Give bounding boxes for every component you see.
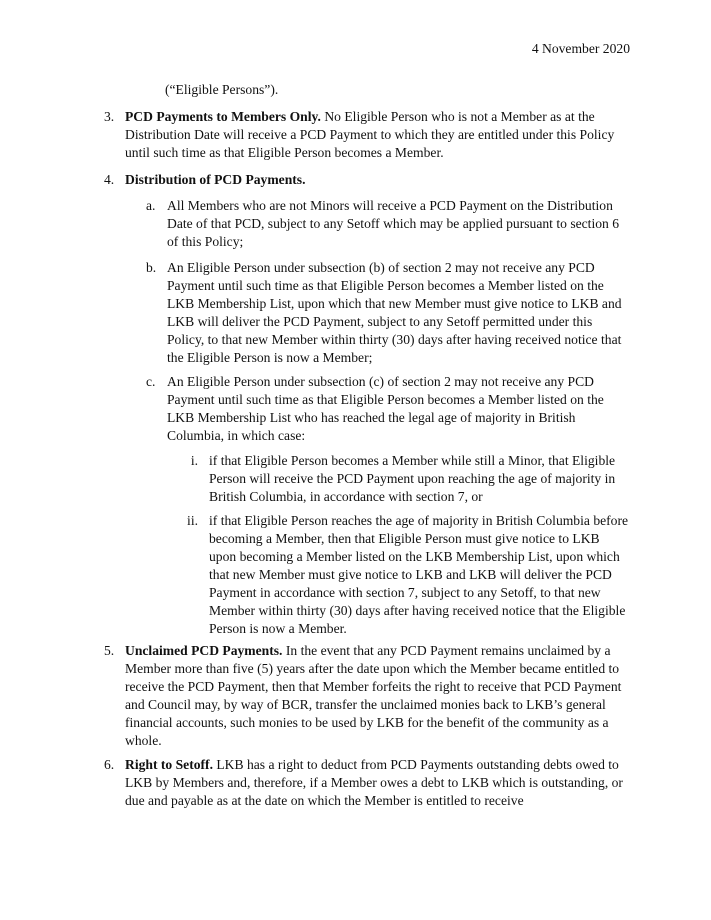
section-5-number: 5. [104, 643, 115, 658]
section-4c-text: An Eligible Person under subsection (c) of section 2 may not receive any PCD Payment until such time as that Eligible Person becomes a Member listed on the LKB Membership List who has reached the legal age of majority in British Columbia, in which case: [167, 374, 604, 443]
section-4c-i-text: if that Eligible Person becomes a Member while still a Minor, that Eligible Person will receive the PCD Payment upon reaching the age of majority in British Columbia, in accordance with section 7, or [209, 453, 616, 504]
section-3-number: 3. [104, 109, 115, 124]
section-4c-ii-text: if that Eligible Person reaches the age of majority in British Columbia before becoming a Member, then that Eligible Person must give notice to LKB upon becoming a Member listed on the LKB Membership List, upon which that new Member must give notice to LKB and LKB will deliver the PCD Payment in accordance with section 7, subject to any Setoff, to that new Member within thirty (30) days after having received notice that the Eligible Person is now a Member. [209, 513, 629, 636]
section-6-paragraph [125, 756, 630, 810]
continued-text: (“Eligible Persons”). [165, 82, 279, 97]
section-4c-label: c. [146, 374, 156, 389]
section-4c-ii-label: ii. [187, 513, 198, 528]
section-4b-label: b. [146, 260, 157, 275]
section-4b-text: An Eligible Person under subsection (b) of section 2 may not receive any PCD Payment until such time as that Eligible Person becomes a Member listed on the LKB Membership List, upon which that new Member must give notice to LKB and LKB will deliver the PCD Payment, subject to any Setoff permitted under this Policy, to that new Member within thirty (30) days after having received notice that the Eligible Person is now a Member; [167, 260, 622, 365]
section-5-text: In the event that any PCD Payment remains unclaimed by a Member more than five (5) years after the date upon which the Member became entitled to receive the PCD Payment, then that Member forfeits the right to receive that PCD Payment and Council may, by way of BCR, transfer the unclaimed monies back to LKB’s general financial accounts, such monies to be used by LKB for the benefit of the community as a whole. [125, 643, 622, 748]
section-4a-label: a. [146, 198, 156, 213]
section-4-heading: Distribution of PCD Payments. [125, 172, 306, 187]
section-5-paragraph [125, 642, 630, 750]
section-6-heading: Right to Setoff. [125, 757, 213, 772]
section-3-text: No Eligible Person who is not a Member as at the Distribution Date will receive a PCD Payment to which they are entitled under this Policy until such time as that Eligible Person becomes a Member. [125, 109, 615, 160]
section-3-paragraph [125, 108, 630, 162]
section-4-paragraph [125, 171, 630, 189]
section-4a-text: All Members who are not Minors will receive a PCD Payment on the Distribution Date of that PCD, subject to any Setoff which may be applied pursuant to section 6 of this Policy; [167, 198, 620, 249]
section-5-heading: Unclaimed PCD Payments. [125, 643, 283, 658]
section-4-number: 4. [104, 172, 115, 187]
section-3-heading: PCD Payments to Members Only. [125, 109, 321, 124]
document-date: 4 November 2020 [531, 41, 630, 56]
section-4c-i-label: i. [190, 453, 198, 468]
section-6-number: 6. [104, 757, 115, 772]
section-6-text: LKB has a right to deduct from PCD Payments outstanding debts owed to LKB by Members and, therefore, if a Member owes a debt to LKB which is outstanding, or due and payable as at the date on which the Member is entitled to receive [125, 757, 623, 808]
